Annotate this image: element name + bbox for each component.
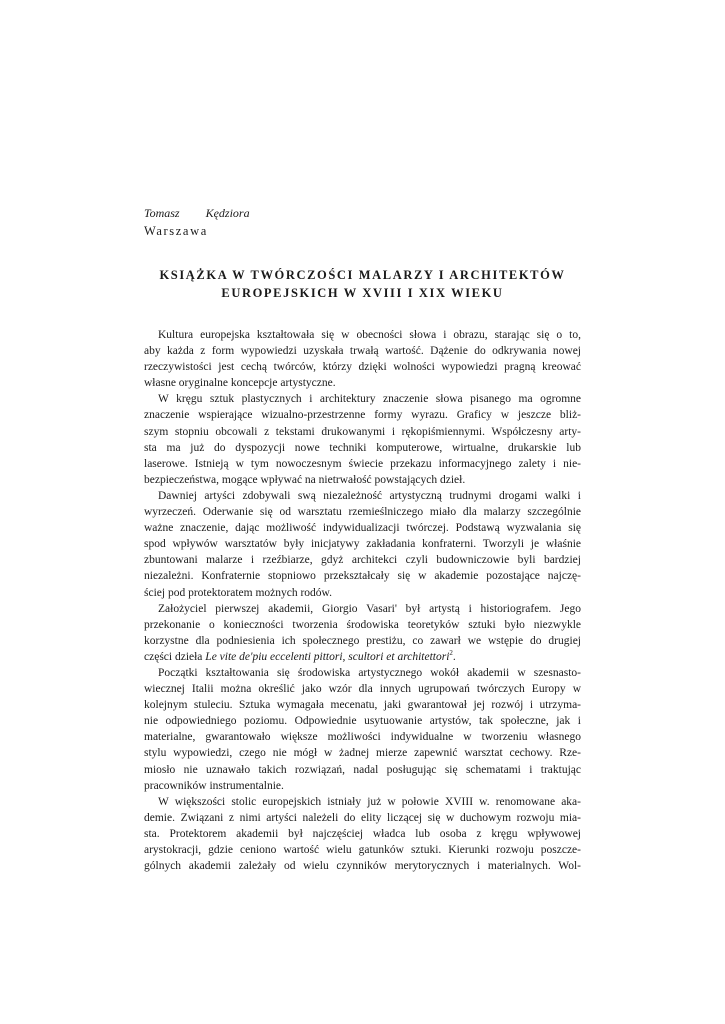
paragraph-line: niezależni. Konfraternie stopniowo przekształcały się w akademie pozostające najczę-	[144, 570, 581, 583]
paragraph-line: miosło nie uznawało takich rozwiązań, nadal posługując się schematami i traktując	[144, 763, 581, 776]
paragraph-line: wyrzeczeń. Oderwanie się od warsztatu rzemieślniczego miało dla malarzy szczególnie	[144, 506, 581, 519]
paragraph-line: nie odpowiedniego poziomu. Odpowiednie usytuowanie artystów, tak społeczne, jak i	[144, 715, 581, 728]
paragraph-line: ściej pod protektoratem możnych rodów.	[144, 586, 332, 599]
paragraph-line: ważne znaczenie, dając możliwość indywidualizacji twórczej. Podstawą wyzwalania się	[144, 522, 581, 535]
paragraph-line: pracowników instrumentalnie.	[144, 779, 284, 792]
line-text: części dzieła	[144, 650, 206, 663]
paragraph-line: bezpieczeństwa, mogące wpływać na nietrwałość powstających dzieł.	[144, 473, 466, 486]
line-text: .	[452, 650, 456, 663]
paragraph-line: stylu wypowiedzi, czego nie mógł w żadnej mierze zapewnić warsztat cechowy. Rze-	[144, 747, 581, 760]
paragraph-line: Dawniej artyści zdobywali swą niezależność artystyczną trudnymi drogami walki i	[158, 489, 581, 502]
paragraph-line: zbuntowani malarze i rzeźbiarze, gdyż architekci czyli budowniczowie byli bardziej	[144, 554, 581, 567]
footnote-marker: 2	[449, 649, 453, 658]
author-name	[144, 205, 581, 221]
paragraph-line: sta ma już do dyspozycji nowe techniki komputerowe, wirtualne, drukarskie lub	[144, 441, 581, 454]
paragraph-line: szym stopniu obcowali z tekstami drukowanymi i rękopiśmiennymi. Współczesny arty-	[144, 425, 581, 438]
paragraph-line: sta. Protektorem akademii był najczęściej władca lub osoba z kręgu wpływowej	[144, 827, 581, 840]
paragraph	[144, 665, 581, 794]
paragraph	[144, 391, 581, 488]
paragraph-line: laserowe. Istnieją w tym nowoczesnym świecie przekazu informacyjnego zalety i nie-	[144, 457, 581, 470]
paragraph	[144, 488, 581, 601]
article-body	[144, 327, 581, 874]
paragraph-line: Kultura europejska kształtowała się w obecności słowa i obrazu, starając się o to,	[158, 329, 581, 341]
title-line-1: KSIĄŻKA W TWÓRCZOŚCI MALARZY I ARCHITEKTÓW	[159, 268, 566, 282]
paragraph-line: kolejnym stuleciu. Sztuka wymagała mecenatu, jaki gwarantował jej rozwój i utrzyma-	[144, 699, 581, 712]
paragraph-line: Założyciel pierwszej akademii, Giorgio Vasari' był artystą i historiografem. Jego	[158, 602, 581, 615]
author-surname: Kędziora	[205, 206, 250, 220]
paragraph-line	[144, 649, 581, 665]
paragraph-line: W kręgu sztuk plastycznych i architektury znaczenie słowa pisanego ma ogromne	[158, 393, 581, 406]
article-title	[144, 266, 581, 302]
paragraph-line: przekonanie o konieczności tworzenia środowiska teoretyków sztuki było niezwykle	[144, 618, 581, 631]
paragraph-line: spod wpływów warsztatów były inicjatywy zakładania konfraterni. Tworzyli je właśnie	[144, 538, 581, 551]
paragraph-line: własne oryginalne koncepcje artystyczne.	[144, 377, 336, 390]
paragraph-line: rzeczywistości jest cechą twórców, którzy dzięki wolności wypowiedzi pragną kreować	[144, 361, 581, 374]
article-page	[144, 205, 581, 874]
paragraph-line: gólnych akademii zależały od wielu czynników merytorycznych i materialnych. Wol-	[144, 860, 581, 873]
paragraph	[144, 601, 581, 665]
paragraph-line: korzystne dla podniesienia ich społecznego prestiżu, co zawarł we wstępie do drugiej	[144, 634, 581, 647]
paragraph-line: arystokracji, gdzie ceniono wartość wielu gatunków sztuki. Kierunki rozwoju poszcze-	[144, 844, 581, 856]
paragraph-line: aby każda z form wypowiedzi uzyskała trwałą wartość. Dążenie do odkrywania nowej	[144, 345, 581, 358]
author-first-name: Tomasz	[144, 206, 180, 220]
title-line-2: EUROPEJSKICH W XVIII I XIX WIEKU	[221, 286, 504, 300]
paragraph-line: W większości stolic europejskich istniały już w połowie XVIII w. renomowane aka-	[158, 795, 581, 808]
author-city: Warszawa	[144, 224, 208, 238]
paragraph-line: materialne, gwarantowało większe możliwości indywidualne w tworzeniu własnego	[144, 731, 581, 744]
paragraph-line: Początki kształtowania się środowiska artystycznego wokół akademii w szesnasto-	[158, 666, 581, 679]
paragraph-line: znaczenie wspierające wizualno-przestrzenne formy wyrazu. Graficy w jeszcze bliż-	[144, 409, 581, 422]
paragraph-line: wiecznej Italii można określić jako wzór dla innych ugrupowań twórczych Europy w	[144, 683, 581, 696]
paragraph	[144, 794, 581, 874]
paragraph-line: demie. Związani z nimi artyści należeli do elity liczącej się w duchowym rozwoju mia-	[144, 811, 581, 824]
paragraph	[144, 327, 581, 391]
book-title: Le vite de'piu eccelenti pittori, scultori et architettori	[205, 650, 450, 663]
